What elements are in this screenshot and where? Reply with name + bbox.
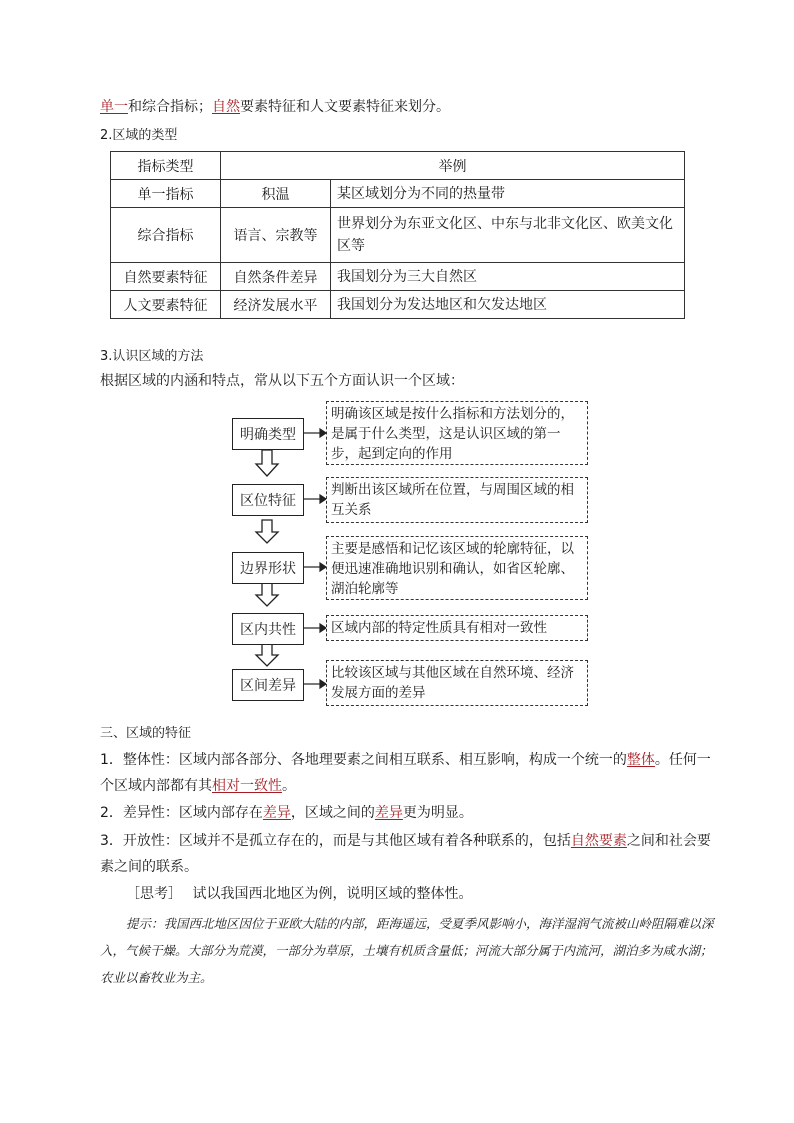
flow-box-location: 区位特征 — [232, 484, 304, 516]
table-header-cell: 指标类型 — [111, 152, 221, 180]
feature-underlined: 差异 — [374, 805, 403, 821]
flow-box-commonality: 区内共性 — [232, 613, 304, 645]
feature-text: 2．差异性：区域内部存在 — [100, 805, 263, 821]
feature-text: 1．整体性：区域内部各部分、各地理要素之间相互联系、相互影响，构成一个统一的 — [100, 752, 627, 768]
table-cell-example: 我国划分为发达地区和欠发达地区 — [331, 291, 685, 319]
think-text: 试以我国西北地区为例，说明区域的整体性。 — [192, 886, 473, 902]
flow-note-type: 明确该区域是按什么指标和方法划分的，是属于什么类型，这是认识区域的第一步，起到定向的作用 — [326, 401, 588, 465]
table-row — [111, 208, 685, 263]
section-3-title: 3.认识区域的方法 — [100, 349, 204, 364]
intro-underlined-1: 单一 — [100, 99, 128, 115]
feature-text: 。任何一个区域内部都有其 — [100, 752, 711, 794]
table-cell-indicator: 语言、宗教等 — [221, 208, 331, 263]
table-cell-type: 人文要素特征 — [111, 291, 221, 319]
feature-difference — [100, 800, 724, 826]
flow-note-location: 判断出该区域所在位置，与周围区域的相互关系 — [326, 477, 588, 523]
flow-note-commonality: 区域内部的特定性质具有相对一致性 — [326, 615, 588, 641]
table-row — [111, 263, 685, 291]
table-cell-example: 世界划分为东亚文化区、中东与北非文化区、欧美文化区等 — [331, 208, 685, 263]
feature-text: 更为明显。 — [402, 805, 473, 821]
table-cell-example: 我国划分为三大自然区 — [331, 263, 685, 291]
section-3-lead: 根据区域的内涵和特点，常从以下五个方面认识一个区域： — [100, 373, 464, 389]
feature-text: 之间和社会要素之间的联系。 — [100, 833, 711, 875]
table-row — [111, 180, 685, 208]
feature-openness — [100, 828, 724, 880]
down-arrow-icon — [256, 450, 278, 476]
feature-text: ，区域之间的 — [290, 805, 375, 821]
section-2-title: 2.区域的类型 — [100, 128, 178, 143]
down-arrow-icon — [256, 520, 278, 543]
intro-text-1: 和综合指标； — [128, 99, 212, 115]
think-prompt — [126, 883, 472, 903]
flow-note-difference: 比较该区域与其他区域在自然环境、经济发展方面的差异 — [326, 660, 588, 706]
feature-integrity — [100, 747, 724, 799]
feature-underlined: 差异 — [262, 805, 291, 821]
down-arrow-icon — [256, 582, 278, 606]
table-cell-type: 单一指标 — [111, 180, 221, 208]
table-header-row — [111, 152, 685, 180]
intro-line — [100, 96, 450, 116]
feature-text: 。 — [282, 778, 296, 794]
feature-underlined: 自然要素 — [570, 833, 627, 849]
feature-underlined: 相对一致性 — [212, 778, 282, 794]
intro-underlined-2: 自然 — [212, 99, 240, 115]
feature-text: 3．开放性：区域并不是孤立存在的，而是与其他区域有着各种联系的，包括 — [100, 833, 571, 849]
think-tip: 提示：我国西北地区因位于亚欧大陆的内部，距海遥远，受夏季风影响小，海洋湿润气流被山岭阻隔难以深入，气候干燥。大部分为荒漠，一部分为草原，土壤有机质含量低；河流大部分属于内流河，湖泊多为咸水湖；农业以畜牧业为主。 — [100, 916, 714, 985]
table-cell-indicator: 自然条件差异 — [221, 263, 331, 291]
table-cell-indicator: 积温 — [221, 180, 331, 208]
table-row — [111, 291, 685, 319]
flow-box-type: 明确类型 — [232, 418, 304, 450]
table-cell-example: 某区域划分为不同的热量带 — [331, 180, 685, 208]
table-header-cell: 举例 — [221, 152, 685, 180]
think-label: ［思考］ — [126, 886, 182, 902]
table-cell-type: 自然要素特征 — [111, 263, 221, 291]
section-three-title: 三、区域的特征 — [100, 726, 192, 741]
down-arrow-icon — [256, 643, 278, 666]
region-types-table — [110, 151, 685, 319]
flow-box-difference: 区间差异 — [232, 669, 304, 701]
table-cell-type: 综合指标 — [111, 208, 221, 263]
flow-box-boundary: 边界形状 — [232, 552, 304, 584]
feature-underlined: 整体 — [626, 752, 655, 768]
flow-note-boundary: 主要是感悟和记忆该区域的轮廓特征，以便迅速准确地识别和确认，如省区轮廓、湖泊轮廓等 — [326, 536, 588, 600]
intro-text-2: 要素特征和人文要素特征来划分。 — [240, 99, 450, 115]
table-cell-indicator: 经济发展水平 — [221, 291, 331, 319]
